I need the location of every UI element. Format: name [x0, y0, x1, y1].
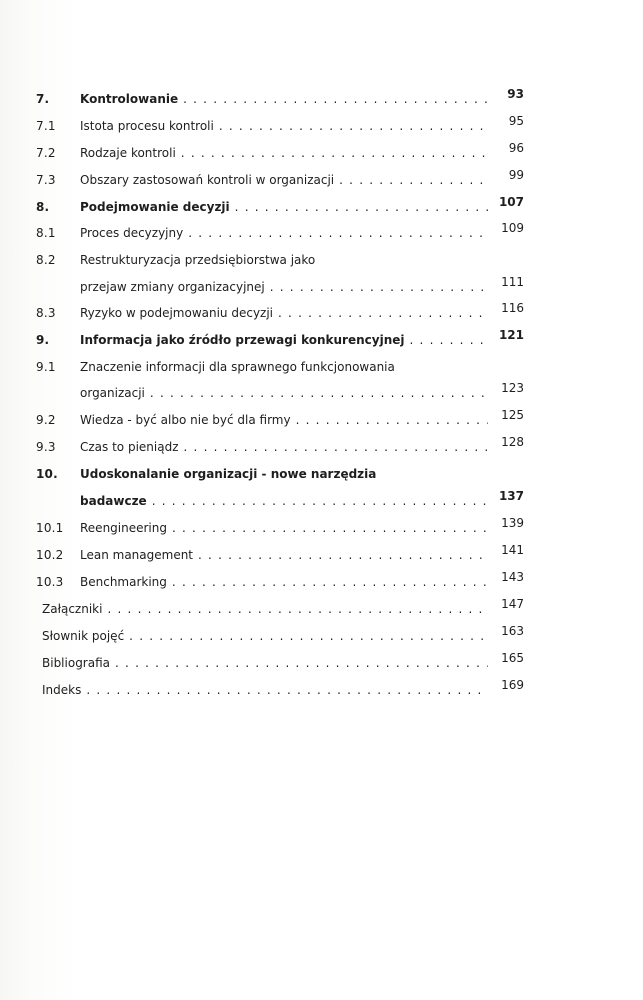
toc-entry [0, 517, 643, 539]
toc-entry-title: Obszary zastosowań kontroli w organizacji . . . [80, 173, 488, 187]
toc-entry-number: 10.3 [36, 575, 64, 589]
toc-entry-page-number: 109 [501, 221, 524, 235]
toc-entry [0, 249, 643, 271]
toc-entry-page-number: 93 [507, 87, 524, 101]
toc-entry-title: Reengineering . . . [80, 521, 488, 535]
toc-entry-page-number: 121 [498, 328, 524, 342]
toc-entry-title: Rodzaje kontroli . . . [80, 146, 488, 160]
toc-entry [0, 115, 643, 137]
toc-entry-title: Podejmowanie decyzji . . . [80, 200, 488, 214]
toc-entry-number: 7.1 [36, 119, 56, 133]
toc-entry [0, 169, 643, 191]
toc-entry-page-number: 163 [501, 624, 524, 638]
toc-entry [0, 302, 643, 324]
toc-entry-title: Bibliografia . . . [42, 656, 488, 670]
toc-entry-page-number: 99 [508, 168, 524, 182]
toc-entry-title: przejaw zmiany organizacyjnej . . . [80, 280, 488, 294]
toc-entry-title: organizacji . . . [80, 386, 488, 400]
toc-entry-number: 9. [36, 333, 50, 347]
toc-entry-number: 8.3 [36, 306, 56, 320]
toc-entry [0, 329, 643, 351]
toc-entry-number: 8.2 [36, 253, 56, 267]
toc-entry-number: 7.3 [36, 173, 56, 187]
toc-entry-title: Indeks . . . [42, 683, 488, 697]
toc-entry-page-number: 95 [508, 114, 524, 128]
toc-entry [0, 276, 643, 298]
toc-entry [0, 652, 643, 674]
toc-entry-number: 8. [36, 200, 50, 214]
toc-entry-title: Udoskonalanie organizacji - nowe narzędzia [80, 467, 377, 481]
toc-entry [0, 598, 643, 620]
toc-entry-title: Lean management . . . [80, 548, 488, 562]
toc-entry-title: Istota procesu kontroli . . . [80, 119, 488, 133]
toc-entry [0, 436, 643, 458]
toc-entry-number: 7.2 [36, 146, 56, 160]
toc-entry-title: Słownik pojęć . . . [42, 629, 488, 643]
toc-entry-title: Informacja jako źródło przewagi konkurencyjnej . . . [80, 333, 488, 347]
toc-entry-page-number: 116 [501, 301, 524, 315]
toc-entry-title: Benchmarking . . . [80, 575, 488, 589]
toc-entry [0, 463, 643, 485]
toc-entry [0, 625, 643, 647]
toc-entry-number: 9.2 [36, 413, 56, 427]
toc-entry-title: badawcze . . . [80, 494, 488, 508]
toc-entry-title: Załączniki . . . [42, 602, 488, 616]
toc-entry-page-number: 96 [508, 141, 524, 155]
toc-entry-title: Kontrolowanie . . . [80, 92, 488, 106]
toc-entry [0, 382, 643, 404]
toc-entry-page-number: 111 [501, 275, 524, 289]
toc-entry-page-number: 169 [501, 678, 524, 692]
toc-entry-number: 9.3 [36, 440, 56, 454]
toc-entry [0, 88, 643, 110]
toc-entry-number: 10.2 [36, 548, 64, 562]
toc-entry [0, 356, 643, 378]
toc-entry [0, 571, 643, 593]
toc-entry-page-number: 123 [501, 381, 524, 395]
toc-entry [0, 544, 643, 566]
toc-entry-page-number: 147 [501, 597, 524, 611]
toc-entry-page-number: 107 [498, 195, 524, 209]
toc-entry-page-number: 165 [501, 651, 524, 665]
toc-entry-title: Czas to pieniądz . . . [80, 440, 488, 454]
toc-entry [0, 679, 643, 701]
toc-entry-number: 10.1 [36, 521, 64, 535]
toc-entry-page-number: 143 [501, 570, 524, 584]
toc-entry [0, 490, 643, 512]
toc-entry-title: Wiedza - być albo nie być dla firmy . . . [80, 413, 488, 427]
toc-entry-title: Proces decyzyjny . . . [80, 226, 488, 240]
toc-entry-page-number: 125 [501, 408, 524, 422]
toc-entry-number: 10. [36, 467, 58, 481]
toc-entry [0, 222, 643, 244]
toc-entry-number: 8.1 [36, 226, 56, 240]
toc-entry-page-number: 141 [501, 543, 524, 557]
toc-entry-title: Restrukturyzacja przedsiębiorstwa jako [80, 253, 316, 267]
toc-entry-number: 9.1 [36, 360, 56, 374]
toc-entry-page-number: 139 [501, 516, 524, 530]
toc-entry [0, 196, 643, 218]
toc-entry-number: 7. [36, 92, 50, 106]
toc-entry-title: Znaczenie informacji dla sprawnego funkcjonowania [80, 360, 395, 374]
toc-entry-page-number: 137 [498, 489, 524, 503]
toc-entry-page-number: 128 [501, 435, 524, 449]
toc-entry [0, 409, 643, 431]
toc-entry [0, 142, 643, 164]
toc-entry-title: Ryzyko w podejmowaniu decyzji . . . [80, 306, 488, 320]
